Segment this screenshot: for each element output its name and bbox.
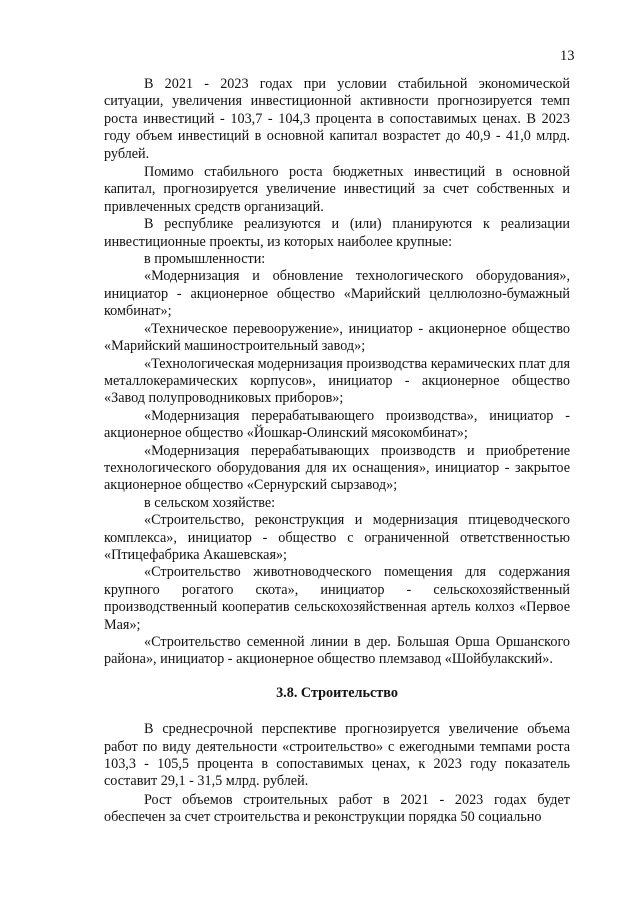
paragraph-construction-forecast: В среднесрочной перспективе прогнозируется увеличение объема работ по виду деятельности «строительство» с ежегодными темпами роста 103,3 - 105,5 процента в сопоставимых ценах, к 2023 году показатель составит 29,1 - 31,5 млрд. рублей. xyxy=(104,721,570,790)
section-heading: 3.8. Строительство xyxy=(276,684,398,701)
paragraph-project-livestock: «Строительство животноводческого помещения для содержания крупного рогатого скота», инициатор - сельскохозяйственный производственный кооператив сельскохозяйственная артель колхоз «Первое Мая»; xyxy=(104,564,570,633)
paragraph-project-mmz: «Техническое перевооружение», инициатор - акционерное общество «Марийский машиностроительный завод»; xyxy=(104,320,570,355)
paragraph-budget-investment: Помимо стабильного роста бюджетных инвестиций в основной капитал, прогнозируется увеличение инвестиций за счет собственных и привлеченных средств организаций. xyxy=(104,164,570,215)
paragraph-projects-intro: В республике реализуются и (или) планируются к реализации инвестиционные проекты, из которых наиболее крупные: xyxy=(104,216,570,250)
document-text xyxy=(104,76,570,827)
page-number: 13 xyxy=(560,48,575,64)
paragraph-project-poultry: «Строительство, реконструкция и модернизация птицеводческого комплекса», инициатор - общество с ограниченной ответственностью «Птицефабрика Акашевская»; xyxy=(104,512,570,563)
paragraph-project-zpp: «Технологическая модернизация производства керамических плат для металлокерамических корпусов», инициатор - акционерное общество «Завод полупроводниковых приборов»; xyxy=(104,355,570,407)
paragraph-project-mcbk: «Модернизация и обновление технологического оборудования», инициатор - акционерное общество «Марийский целлюлозно-бумажный комбинат»; xyxy=(104,268,570,320)
paragraph-project-seed: «Строительство семенной линии в дер. Большая Орша Оршанского района», инициатор - акционерное общество племзавод «Шойбулакский». xyxy=(104,634,570,668)
paragraph-project-cheese: «Модернизация перерабатывающих производств и приобретение технологического оборудования для их оснащения», инициатор - закрытое акционерное общество «Сернурский сырзавод»; xyxy=(104,442,570,494)
paragraph-agriculture-heading: в сельском хозяйстве: xyxy=(144,494,276,511)
paragraph-investment-growth: В 2021 - 2023 годах при условии стабильной экономической ситуации, увеличения инвестиционной активности прогнозируется темп роста инвестиций - 103,7 - 104,3 процента в сопоставимых ценах. В 2023 году объем инвестиций в основной капитал возрастет до 40,9 - 41,0 млрд. рублей. xyxy=(104,76,570,162)
paragraph-construction-growth: Рост объемов строительных работ в 2021 - 2023 годах будет обеспечен за счет строительства и реконструкции порядка 50 социально xyxy=(104,791,570,826)
paragraph-project-meat: «Модернизация перерабатывающего производства», инициатор - акционерное общество «Йошкар-Олинский мясокомбинат»; xyxy=(104,407,570,442)
paragraph-industry-heading: в промышленности: xyxy=(144,251,266,268)
